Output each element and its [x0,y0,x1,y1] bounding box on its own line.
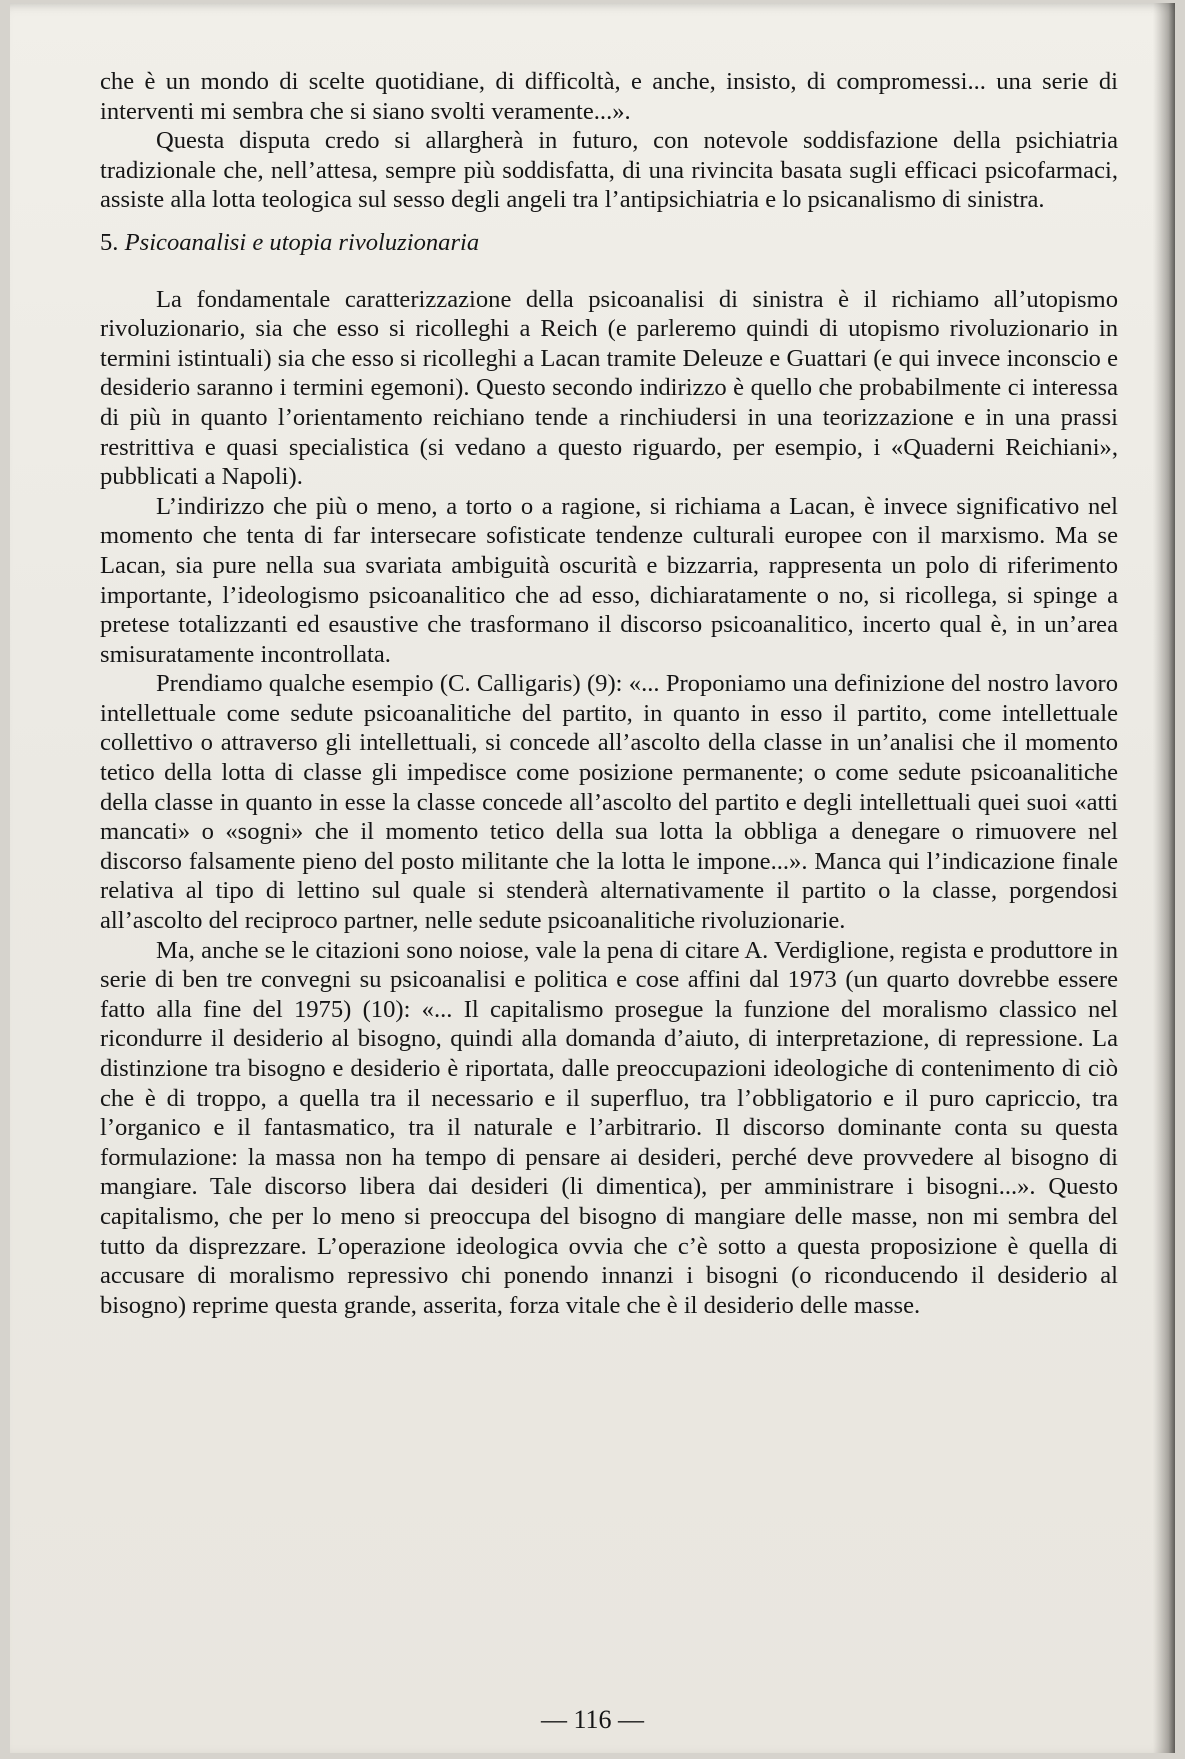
paragraph: Prendiamo qualche esempio (C. Calligaris) (9): «... Proponiamo una definizione del nostro lavoro intellettuale come sedute psicoanalitiche del partito, in quanto in esso il partito, come intellettuale collettivo o attraverso gli intellettuali, si concede all’ascolto della classe in un’analisi che il momento tetico della lotta di classe gli impedisce come posizione permanente; o come sedute psicoanalitiche della classe in quanto in esse la classe concede all’ascolto del partito e degli intellettuali quei suoi «atti mancati» o «sogni» che il momento tetico della sua lotta la obbliga a denegare o rimuovere nel discorso falsamente pieno del posto militante che la lotta le impone...». Manca qui l’indicazione finale relativa al tipo di lettino sul quale si stenderà alternativamente il partito o la classe, porgendosi all’ascolto del reciproco partner, nelle sedute psicoanalitiche rivoluzionarie. [100,670,1118,935]
body-text [100,67,1118,1320]
book-page [10,3,1175,1753]
page-number: — 116 — [540,1705,645,1734]
paragraph-continuation: che è un mondo di scelte quotidiane, di difficoltà, e anche, insisto, di compromessi... una serie di interventi mi sembra che si siano svolti veramente...». [100,68,1118,125]
section-title: Psicoanalisi e utopia rivoluzionaria [124,228,480,256]
paragraph: Questa disputa credo si allargherà in futuro, con notevole soddisfazione della psichiatria tradizionale che, nell’attesa, sempre più soddisfatta, di una rivincita basata sugli efficaci psicofarmaci, assiste alla lotta teologica sul sesso degli angeli tra l’antipsichiatria e lo psicanalismo di sinistra. [100,127,1118,214]
section-number: 5. [100,228,119,256]
paragraph: L’indirizzo che più o meno, a torto o a ragione, si richiama a Lacan, è invece significativo nel momento che tenta di far intersecare sofisticate tendenze culturali europee con il marxismo. Ma se Lacan, sia pure nella sua svariata ambiguità oscurità e bizzarria, rappresenta un polo di riferimento importante, l’ideologismo psicoanalitico che ad esso, dichiaratamente o no, si ricollega, si spinge a pretese totalizzanti ed esaustive che trasformano il discorso psicoanalitico, incerto qual è, in un’area smisuratamente incontrollata. [100,492,1118,668]
section-heading [100,228,1118,258]
paragraph: Ma, anche se le citazioni sono noiose, vale la pena di citare A. Verdiglione, regista e produttore in serie di ben tre convegni su psicoanalisi e politica e cose affini dal 1973 (un quarto dovrebbe essere fatto alla fine del 1975) (10): «... Il capitalismo prosegue la funzione del moralismo classico nel ricondurre il desiderio al bisogno, quindi alla domanda d’aiuto, di interpretazione, di repressione. La distinzione tra bisogno e desiderio è riportata, dalle preoccupazioni ideologiche di contenimento di ciò che è di troppo, a quella tra il necessario e il superfluo, tra l’obbligatorio e il puro capriccio, tra l’organico e il fantasmatico, tra il naturale e l’arbitrario. Il discorso dominante conta su questa formulazione: la massa non ha tempo di pensare ai desideri, perché deve provvedere al bisogno di mangiare. Tale discorso libera dai desideri (li dimentica), per amministrare i bisogni...». Questo capitalismo, che per lo meno si preoccupa del bisogno di mangiare delle masse, non mi sembra del tutto da disprezzare. L’operazione ideologica ovvia che c’è sotto a questa proposizione è quella di accusare di moralismo repressivo chi ponendo innanzi i bisogni (o riconducendo il desiderio al bisogno) reprime questa grande, asserita, forza vitale che è il desiderio delle masse. [100,936,1118,1319]
paragraph: La fondamentale caratterizzazione della psicoanalisi di sinistra è il richiamo all’utopismo rivoluzionario, sia che esso si ricolleghi a Reich (e parleremo quindi di utopismo rivoluzionario in termini istintuali) sia che esso si ricolleghi a Lacan tramite Deleuze e Guattari (e qui invece inconscio e desiderio saranno i termini egemoni). Questo secondo indirizzo è quello che probabilmente ci interessa di più in quanto l’orientamento reichiano tende a rinchiudersi in una teorizzazione e in una prassi restrittiva e quasi specialistica (si vedano a questo riguardo, per esempio, i «Quaderni Reichiani», pubblicati a Napoli). [100,285,1118,491]
page-edge-shadow [1153,3,1175,1753]
